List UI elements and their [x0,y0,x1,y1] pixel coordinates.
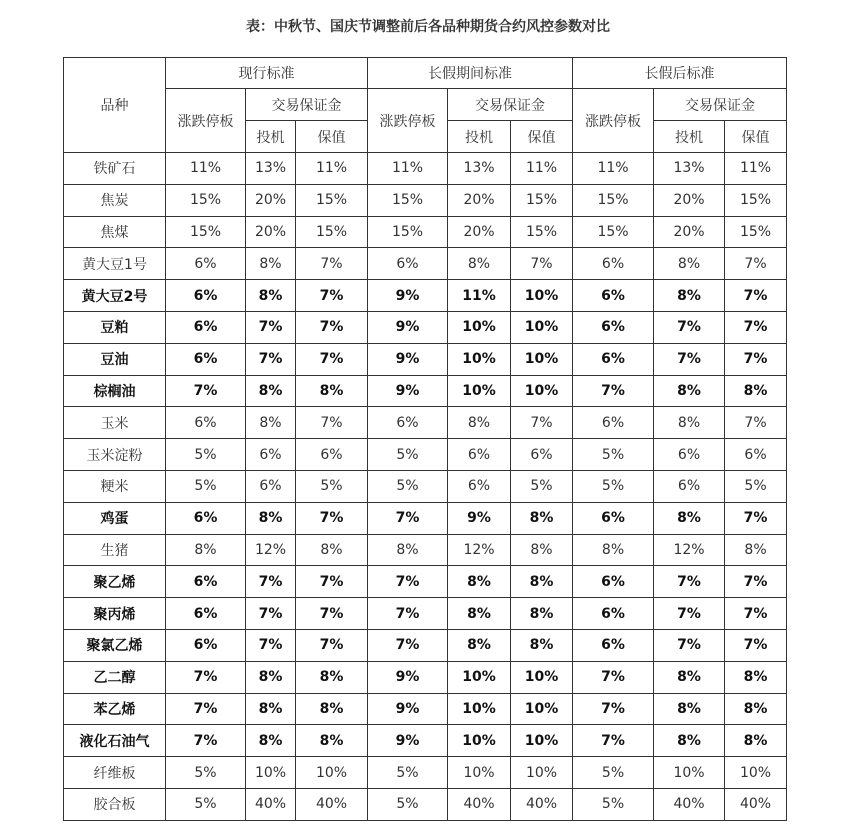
value-cell: 6% [573,566,654,598]
value-cell: 40% [725,788,787,820]
value-cell: 15% [573,216,654,248]
value-cell: 15% [511,216,573,248]
value-cell: 9% [448,502,511,534]
header-hedge: 保值 [725,121,787,153]
value-cell: 8% [246,407,296,439]
value-cell: 6% [573,598,654,630]
value-cell: 12% [246,534,296,566]
value-cell: 9% [368,311,448,343]
value-cell: 10% [511,343,573,375]
value-cell: 7% [166,693,246,725]
header-speculation: 投机 [246,121,296,153]
value-cell: 7% [654,598,725,630]
value-cell: 40% [654,788,725,820]
value-cell: 5% [166,439,246,471]
value-cell: 20% [246,216,296,248]
header-price-limit: 涨跌停板 [573,89,654,153]
header-current-standard: 现行标准 [166,58,368,89]
value-cell: 8% [725,375,787,407]
value-cell: 6% [725,439,787,471]
table-row [64,311,787,343]
header-hedge: 保值 [511,121,573,153]
value-cell: 15% [368,216,448,248]
value-cell: 20% [654,184,725,216]
table-body [64,153,787,821]
variety-name-cell: 粳米 [64,470,166,502]
variety-name-cell: 胶合板 [64,788,166,820]
value-cell: 13% [448,153,511,185]
variety-name-cell: 棕榈油 [64,375,166,407]
variety-name-cell: 聚乙烯 [64,566,166,598]
variety-name-cell: 铁矿石 [64,153,166,185]
variety-name-cell: 鸡蛋 [64,502,166,534]
value-cell: 11% [725,153,787,185]
value-cell: 6% [573,502,654,534]
value-cell: 6% [573,629,654,661]
value-cell: 9% [368,375,448,407]
header-variety: 品种 [64,58,166,153]
value-cell: 7% [573,725,654,757]
value-cell: 8% [725,725,787,757]
value-cell: 15% [296,184,368,216]
variety-name-cell: 纤维板 [64,757,166,789]
value-cell: 10% [448,661,511,693]
value-cell: 5% [166,757,246,789]
value-cell: 8% [296,725,368,757]
value-cell: 10% [448,311,511,343]
value-cell: 8% [448,407,511,439]
value-cell: 40% [511,788,573,820]
table-row [64,693,787,725]
value-cell: 20% [654,216,725,248]
table-row [64,153,787,185]
value-cell: 8% [246,280,296,312]
value-cell: 8% [246,375,296,407]
value-cell: 15% [725,184,787,216]
value-cell: 8% [246,248,296,280]
value-cell: 10% [511,280,573,312]
value-cell: 7% [296,598,368,630]
table-row [64,788,787,820]
value-cell: 7% [296,566,368,598]
value-cell: 8% [296,375,368,407]
value-cell: 7% [573,375,654,407]
value-cell: 6% [573,407,654,439]
table-row [64,629,787,661]
table-row [64,343,787,375]
value-cell: 6% [654,439,725,471]
value-cell: 8% [654,693,725,725]
value-cell: 6% [166,343,246,375]
value-cell: 5% [166,470,246,502]
table-row [64,566,787,598]
value-cell: 8% [448,629,511,661]
value-cell: 15% [296,216,368,248]
value-cell: 5% [725,470,787,502]
value-cell: 7% [368,598,448,630]
value-cell: 13% [246,153,296,185]
value-cell: 5% [166,788,246,820]
header-price-limit: 涨跌停板 [166,89,246,153]
table-row [64,725,787,757]
variety-name-cell: 生猪 [64,534,166,566]
value-cell: 10% [448,725,511,757]
value-cell: 10% [654,757,725,789]
value-cell: 5% [368,470,448,502]
value-cell: 7% [296,502,368,534]
value-cell: 7% [296,311,368,343]
value-cell: 5% [573,757,654,789]
variety-name-cell: 黄大豆2号 [64,280,166,312]
variety-name-cell: 焦炭 [64,184,166,216]
value-cell: 15% [511,184,573,216]
value-cell: 20% [246,184,296,216]
value-cell: 15% [166,184,246,216]
header-row-groups [64,58,787,89]
risk-parameter-table [63,57,787,821]
value-cell: 11% [448,280,511,312]
value-cell: 7% [725,311,787,343]
table-row [64,184,787,216]
value-cell: 7% [166,661,246,693]
value-cell: 7% [246,566,296,598]
value-cell: 7% [573,693,654,725]
value-cell: 12% [654,534,725,566]
header-speculation: 投机 [448,121,511,153]
value-cell: 15% [573,184,654,216]
value-cell: 7% [725,248,787,280]
variety-name-cell: 聚丙烯 [64,598,166,630]
table-row [64,439,787,471]
value-cell: 7% [654,311,725,343]
value-cell: 6% [368,407,448,439]
value-cell: 5% [368,757,448,789]
value-cell: 6% [448,439,511,471]
value-cell: 7% [296,343,368,375]
value-cell: 8% [511,598,573,630]
value-cell: 40% [296,788,368,820]
value-cell: 6% [368,248,448,280]
variety-name-cell: 焦煤 [64,216,166,248]
value-cell: 7% [296,280,368,312]
value-cell: 6% [166,598,246,630]
value-cell: 8% [654,502,725,534]
value-cell: 8% [654,248,725,280]
value-cell: 6% [573,343,654,375]
header-hedge: 保值 [296,121,368,153]
variety-name-cell: 黄大豆1号 [64,248,166,280]
value-cell: 5% [368,439,448,471]
value-cell: 7% [166,725,246,757]
value-cell: 15% [166,216,246,248]
value-cell: 11% [368,153,448,185]
value-cell: 10% [511,375,573,407]
value-cell: 8% [654,407,725,439]
value-cell: 7% [725,502,787,534]
value-cell: 8% [448,248,511,280]
value-cell: 8% [725,661,787,693]
variety-name-cell: 液化石油气 [64,725,166,757]
value-cell: 11% [573,153,654,185]
variety-name-cell: 玉米 [64,407,166,439]
value-cell: 8% [654,375,725,407]
header-post-holiday-standard: 长假后标准 [573,58,787,89]
value-cell: 15% [368,184,448,216]
value-cell: 8% [654,725,725,757]
value-cell: 7% [296,629,368,661]
value-cell: 10% [511,725,573,757]
value-cell: 6% [166,566,246,598]
table-row [64,534,787,566]
value-cell: 7% [246,311,296,343]
variety-name-cell: 乙二醇 [64,661,166,693]
value-cell: 8% [654,280,725,312]
table-row [64,216,787,248]
value-cell: 7% [511,407,573,439]
value-cell: 6% [166,407,246,439]
value-cell: 8% [654,661,725,693]
value-cell: 5% [511,470,573,502]
value-cell: 6% [166,280,246,312]
value-cell: 13% [654,153,725,185]
value-cell: 8% [246,661,296,693]
value-cell: 10% [448,757,511,789]
value-cell: 9% [368,280,448,312]
header-holiday-standard: 长假期间标准 [368,58,573,89]
value-cell: 15% [725,216,787,248]
value-cell: 5% [573,470,654,502]
value-cell: 10% [511,693,573,725]
variety-name-cell: 苯乙烯 [64,693,166,725]
value-cell: 10% [246,757,296,789]
value-cell: 7% [573,661,654,693]
value-cell: 7% [296,407,368,439]
value-cell: 8% [725,693,787,725]
value-cell: 9% [368,343,448,375]
value-cell: 6% [654,470,725,502]
value-cell: 12% [448,534,511,566]
value-cell: 7% [725,598,787,630]
value-cell: 10% [511,661,573,693]
value-cell: 5% [573,439,654,471]
value-cell: 9% [368,725,448,757]
value-cell: 20% [448,184,511,216]
value-cell: 6% [573,280,654,312]
value-cell: 7% [725,629,787,661]
value-cell: 8% [448,598,511,630]
value-cell: 8% [448,566,511,598]
table-row [64,757,787,789]
value-cell: 7% [368,502,448,534]
value-cell: 5% [368,788,448,820]
value-cell: 7% [246,598,296,630]
value-cell: 8% [246,725,296,757]
value-cell: 10% [296,757,368,789]
value-cell: 10% [448,693,511,725]
value-cell: 11% [166,153,246,185]
value-cell: 6% [246,439,296,471]
variety-name-cell: 豆粕 [64,311,166,343]
value-cell: 6% [166,311,246,343]
table-row [64,661,787,693]
value-cell: 7% [246,343,296,375]
header-price-limit: 涨跌停板 [368,89,448,153]
value-cell: 7% [368,629,448,661]
value-cell: 7% [166,375,246,407]
value-cell: 20% [448,216,511,248]
value-cell: 8% [368,534,448,566]
value-cell: 6% [448,470,511,502]
table-row [64,502,787,534]
table-row [64,248,787,280]
value-cell: 8% [296,661,368,693]
variety-name-cell: 聚氯乙烯 [64,629,166,661]
value-cell: 9% [368,661,448,693]
value-cell: 6% [166,629,246,661]
value-cell: 8% [246,693,296,725]
page-title: 表：中秋节、国庆节调整前后各品种期货合约风控参数对比 [246,19,610,35]
table-row [64,280,787,312]
table-row [64,470,787,502]
value-cell: 8% [573,534,654,566]
value-cell: 8% [166,534,246,566]
value-cell: 10% [448,375,511,407]
value-cell: 8% [511,629,573,661]
value-cell: 8% [296,534,368,566]
value-cell: 10% [448,343,511,375]
value-cell: 7% [725,566,787,598]
value-cell: 7% [296,248,368,280]
value-cell: 9% [368,693,448,725]
value-cell: 7% [246,629,296,661]
value-cell: 8% [511,566,573,598]
value-cell: 7% [725,343,787,375]
value-cell: 6% [296,439,368,471]
value-cell: 7% [725,280,787,312]
table-row [64,375,787,407]
value-cell: 11% [511,153,573,185]
value-cell: 8% [246,502,296,534]
value-cell: 7% [725,407,787,439]
variety-name-cell: 豆油 [64,343,166,375]
value-cell: 6% [166,248,246,280]
header-trading-margin: 交易保证金 [654,89,787,121]
value-cell: 5% [296,470,368,502]
value-cell: 6% [573,311,654,343]
header-trading-margin: 交易保证金 [448,89,573,121]
table-row [64,598,787,630]
value-cell: 7% [654,629,725,661]
value-cell: 8% [511,502,573,534]
value-cell: 6% [246,470,296,502]
value-cell: 6% [166,502,246,534]
value-cell: 11% [296,153,368,185]
header-row-subgroups [64,89,787,121]
header-speculation: 投机 [654,121,725,153]
value-cell: 7% [368,566,448,598]
value-cell: 10% [511,311,573,343]
value-cell: 40% [448,788,511,820]
value-cell: 5% [573,788,654,820]
value-cell: 7% [654,343,725,375]
value-cell: 7% [511,248,573,280]
value-cell: 6% [573,248,654,280]
value-cell: 7% [654,566,725,598]
value-cell: 10% [725,757,787,789]
table-row [64,407,787,439]
variety-name-cell: 玉米淀粉 [64,439,166,471]
value-cell: 40% [246,788,296,820]
value-cell: 8% [725,534,787,566]
value-cell: 6% [511,439,573,471]
header-trading-margin: 交易保证金 [246,89,368,121]
value-cell: 8% [511,534,573,566]
value-cell: 10% [511,757,573,789]
value-cell: 8% [296,693,368,725]
